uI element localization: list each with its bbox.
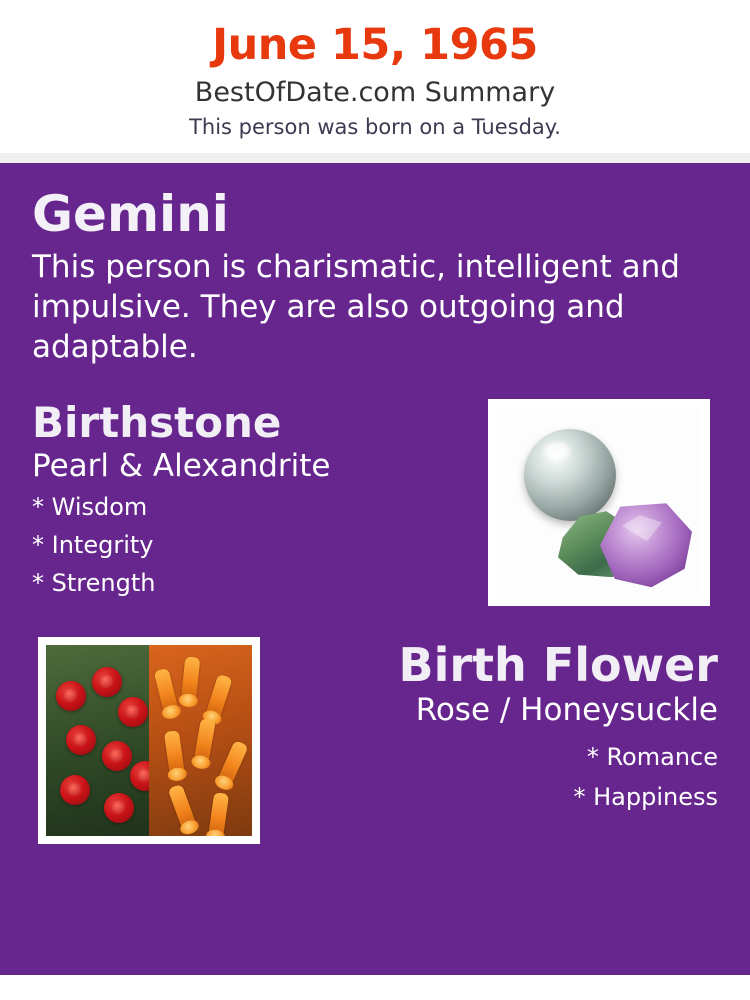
honeysuckle-icon bbox=[154, 668, 180, 716]
summary-panel bbox=[0, 163, 750, 975]
rose-icon bbox=[60, 775, 90, 805]
birthflower-text-block bbox=[260, 637, 718, 825]
birthflower-value: Rose / Honeysuckle bbox=[415, 692, 718, 729]
honeysuckle-icon bbox=[181, 656, 201, 703]
honeysuckle-icon bbox=[216, 740, 248, 788]
birthflower-title: Birth Flower bbox=[398, 637, 718, 692]
honeysuckle-icon bbox=[208, 792, 229, 836]
birthstone-value: Pearl & Alexandrite bbox=[32, 448, 331, 485]
honeysuckle-icon bbox=[168, 784, 198, 832]
rose-icon bbox=[104, 793, 134, 823]
site-summary-label: BestOfDate.com Summary bbox=[194, 77, 556, 109]
header-divider bbox=[0, 153, 750, 163]
rose-icon bbox=[102, 741, 132, 771]
rose-icon bbox=[56, 681, 86, 711]
birthflower-image-canvas bbox=[46, 645, 252, 836]
rose-icon bbox=[92, 667, 122, 697]
birthstone-text-block bbox=[32, 399, 331, 609]
birthflower-section bbox=[32, 637, 718, 844]
birthstone-trait: * Strength bbox=[32, 568, 156, 597]
pearl-icon bbox=[524, 429, 616, 521]
page-title: June 15, 1965 bbox=[212, 20, 538, 70]
birthstone-image-canvas bbox=[496, 407, 702, 598]
birthflower-trait: * Romance bbox=[586, 742, 718, 771]
birthflower-image bbox=[38, 637, 260, 844]
zodiac-description: This person is charismatic, intelligent and impulsive. They are also outgoing and adaptable. bbox=[32, 249, 680, 365]
alexandrite-gem-icon bbox=[600, 503, 692, 587]
birthstone-image bbox=[488, 399, 710, 606]
birth-weekday-text: This person was born on a Tuesday. bbox=[189, 115, 561, 140]
honeysuckle-icon bbox=[164, 730, 185, 778]
rose-icon bbox=[118, 697, 148, 727]
birthstone-trait: * Wisdom bbox=[32, 492, 148, 521]
honeysuckle-icon bbox=[193, 718, 216, 766]
birthstone-section bbox=[32, 399, 718, 609]
honeysuckle-photo-half bbox=[149, 645, 252, 836]
honeysuckle-icon bbox=[204, 674, 232, 722]
rose-icon bbox=[130, 761, 149, 791]
zodiac-sign-title: Gemini bbox=[32, 185, 229, 244]
header bbox=[0, 0, 750, 153]
birthstone-trait: * Integrity bbox=[32, 530, 154, 559]
rose-photo-half bbox=[46, 645, 149, 836]
rose-icon bbox=[66, 725, 96, 755]
birthflower-trait: * Happiness bbox=[573, 782, 718, 811]
birthstone-title: Birthstone bbox=[32, 398, 282, 448]
